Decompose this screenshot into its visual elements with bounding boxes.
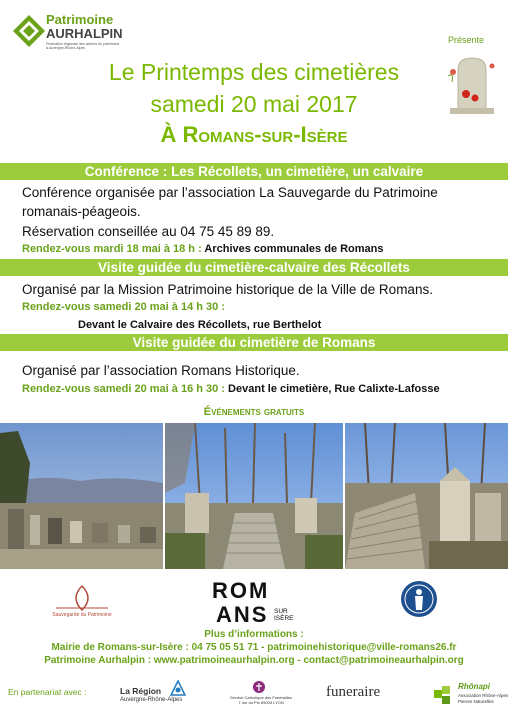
sauvegarde-logo [50, 584, 114, 624]
free-events-label: Événements gratuits [203, 406, 305, 418]
rhonapi-line3: Pierres Naturelles [458, 699, 494, 704]
info-heading: Plus d’informations : [204, 629, 304, 640]
section2-rdv-place: Devant le Calvaire des Récollets, rue Berthelot [78, 319, 322, 331]
org-name-line2: AURHALPIN [46, 26, 123, 41]
title-line1: Le Printemps des cimetières [108, 59, 400, 85]
section1-rdv-place: Archives communales de Romans [204, 243, 384, 255]
section3-body1: Organisé par l’association Romans Historique. [22, 363, 300, 378]
region-emblem-icon [170, 680, 186, 696]
section1-rdv-label: Rendez-vous mardi 18 mai à 18 h : [22, 243, 202, 255]
diamond-logo-icon [12, 14, 46, 48]
cemetery-photo-1 [0, 423, 163, 569]
section2-rdv-label: Rendez-vous samedi 20 mai à 14 h 30 : [22, 301, 225, 313]
rhonapi-logo [432, 680, 508, 714]
section1-heading: Conférence : Les Récollets, un cimetière, un calvaire [0, 163, 508, 180]
sauvegarde-emblem-icon [50, 584, 114, 614]
section3-rdv-place: Devant le cimetière, Rue Calixte-Lafosse [228, 383, 440, 395]
romans-line1: ROM [212, 578, 270, 603]
romans-line2: ANS [216, 602, 269, 627]
region-logo [120, 680, 190, 710]
section1-body1: Conférence organisée par l’association La Sauvegarde du Patrimoine [22, 185, 438, 200]
rhonapi-line1: Rhônapi [458, 682, 490, 691]
funeraire-logo: funeraire [326, 684, 381, 700]
partners-label: En partenariat avec : [8, 687, 87, 697]
section2-body1: Organisé par la Mission Patrimoine historique de la Ville de Romans. [22, 282, 433, 297]
info-line1: Mairie de Romans-sur-Isère : 04 75 05 51 71 - patrimoinehistorique@ville-romans26.fr [51, 642, 457, 653]
section1-body3: Réservation conseillée au 04 75 45 89 89. [22, 224, 275, 239]
funerailles-line1: Service Catholique des Funérailles [230, 695, 292, 700]
region-line1: La Région [120, 686, 162, 696]
cemetery-photo-2 [165, 423, 343, 569]
romans-historique-logo-icon [400, 580, 438, 618]
presents-label: Présente [448, 35, 485, 45]
title-line3: À Romans-sur-Isère [160, 122, 348, 147]
cemetery-photo-3 [345, 423, 508, 569]
region-line2: Auvergne-Rhône-Alpes [120, 697, 183, 703]
romans-logo [212, 578, 312, 628]
section3-rdv-label: Rendez-vous samedi 20 mai à 16 h 30 : [22, 383, 225, 395]
funerailles-emblem-icon [252, 680, 266, 694]
section1-rdv [22, 242, 384, 256]
section3-rdv [22, 382, 440, 396]
rhonapi-line2: Association Rhône-Alpes [458, 693, 508, 698]
romans-suffix: SUR ISÈRE [274, 608, 294, 622]
patrimoine-aurhalpin-logo [12, 10, 122, 58]
rhonapi-emblem-icon [432, 684, 454, 706]
org-tagline: Fédération régionale des acteurs du patrimoine à Auvergne-Rhône-Alpes [46, 42, 120, 50]
section2-heading: Visite guidée du cimetière-calvaire des Récollets [0, 259, 508, 276]
org-name-line1: Patrimoine [46, 12, 114, 27]
section3-heading: Visite guidée du cimetière de Romans [0, 334, 508, 351]
info-line2: Patrimoine Aurhalpin : www.patrimoineaurhalpin.org - contact@patrimoineaurhalpin.org [44, 655, 464, 666]
section1-body2: romanais-péageois. [22, 204, 141, 219]
title-line2: samedi 20 mai 2017 [150, 91, 358, 117]
sauvegarde-label: Sauvegarde du Patrimoine [52, 612, 112, 618]
funerailles-line2: 7 rue du Pin 69003 LYON [238, 700, 284, 705]
funerailles-logo [228, 680, 294, 710]
